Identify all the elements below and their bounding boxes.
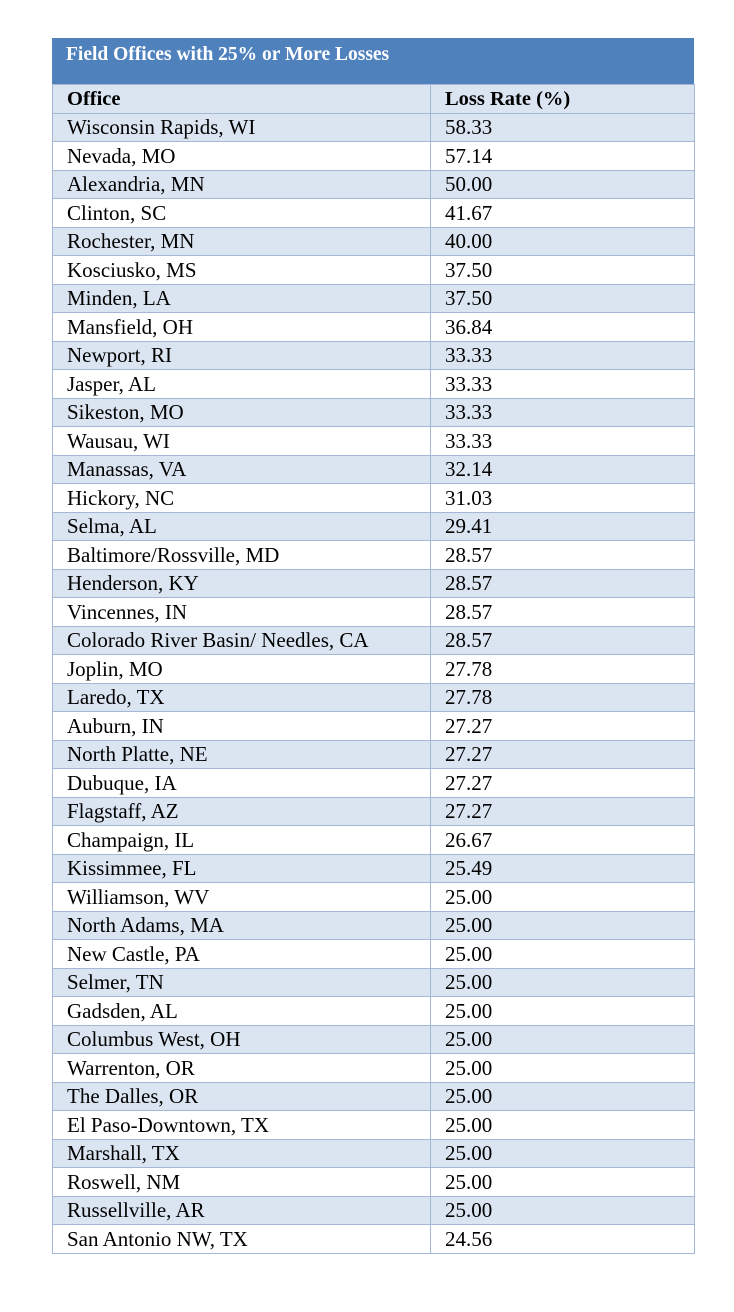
office-cell: Champaign, IL [53,826,431,855]
table-row [53,341,695,370]
loss-rate-cell: 25.00 [431,1054,695,1083]
office-cell: Vincennes, IN [53,598,431,627]
column-header-loss-rate: Loss Rate (%) [431,85,695,114]
table-row [53,199,695,228]
table-row [53,940,695,969]
loss-rate-cell: 25.00 [431,968,695,997]
loss-rate-cell: 28.57 [431,569,695,598]
office-cell: Wausau, WI [53,427,431,456]
table-row [53,170,695,199]
loss-rate-cell: 25.00 [431,997,695,1026]
table-row [53,968,695,997]
table-row [53,227,695,256]
office-cell: Minden, LA [53,284,431,313]
office-cell: New Castle, PA [53,940,431,969]
office-cell: Newport, RI [53,341,431,370]
office-cell: Selma, AL [53,512,431,541]
table-row [53,313,695,342]
column-header-office: Office [53,85,431,114]
office-cell: Henderson, KY [53,569,431,598]
loss-rate-cell: 29.41 [431,512,695,541]
loss-rate-cell: 27.27 [431,740,695,769]
loss-rate-cell: 27.27 [431,797,695,826]
loss-rate-cell: 31.03 [431,484,695,513]
loss-rate-cell: 25.00 [431,883,695,912]
office-cell: Mansfield, OH [53,313,431,342]
loss-rate-cell: 28.57 [431,626,695,655]
loss-rate-cell: 50.00 [431,170,695,199]
office-cell: Colorado River Basin/ Needles, CA [53,626,431,655]
loss-rate-cell: 33.33 [431,341,695,370]
table-row [53,911,695,940]
table-row [53,712,695,741]
office-cell: Jasper, AL [53,370,431,399]
loss-rate-cell: 27.78 [431,655,695,684]
office-cell: San Antonio NW, TX [53,1225,431,1254]
loss-rate-cell: 28.57 [431,598,695,627]
loss-rate-cell: 27.27 [431,769,695,798]
table-row [53,626,695,655]
loss-rate-cell: 24.56 [431,1225,695,1254]
loss-rate-cell: 25.00 [431,1025,695,1054]
table-row [53,997,695,1026]
table-row [53,854,695,883]
office-cell: Dubuque, IA [53,769,431,798]
loss-rate-cell: 27.27 [431,712,695,741]
table-row [53,883,695,912]
table-row [53,484,695,513]
table-row [53,398,695,427]
table-row [53,826,695,855]
table-row [53,683,695,712]
office-cell: Auburn, IN [53,712,431,741]
loss-rate-cell: 37.50 [431,256,695,285]
office-cell: Marshall, TX [53,1139,431,1168]
office-cell: Russellville, AR [53,1196,431,1225]
data-table [52,84,695,1254]
table-title: Field Offices with 25% or More Losses [52,38,694,84]
loss-rate-cell: 41.67 [431,199,695,228]
loss-rate-cell: 25.49 [431,854,695,883]
loss-rate-cell: 27.78 [431,683,695,712]
office-cell: Alexandria, MN [53,170,431,199]
table-row [53,142,695,171]
loss-rate-cell: 32.14 [431,455,695,484]
table-row [53,284,695,313]
loss-rate-cell: 33.33 [431,370,695,399]
office-cell: North Adams, MA [53,911,431,940]
office-cell: Manassas, VA [53,455,431,484]
office-cell: Nevada, MO [53,142,431,171]
loss-rate-cell: 28.57 [431,541,695,570]
table-row [53,655,695,684]
office-cell: The Dalles, OR [53,1082,431,1111]
header-row [53,85,695,114]
office-cell: Baltimore/Rossville, MD [53,541,431,570]
loss-rate-cell: 26.67 [431,826,695,855]
table-row [53,740,695,769]
table-row [53,769,695,798]
table-body [53,113,695,1253]
loss-rate-cell: 57.14 [431,142,695,171]
table-row [53,1111,695,1140]
table-row [53,1139,695,1168]
loss-rate-cell: 33.33 [431,427,695,456]
table-row [53,512,695,541]
loss-rate-cell: 25.00 [431,911,695,940]
office-cell: Wisconsin Rapids, WI [53,113,431,142]
table-row [53,1196,695,1225]
loss-rate-cell: 58.33 [431,113,695,142]
loss-rate-cell: 25.00 [431,1082,695,1111]
office-cell: Kissimmee, FL [53,854,431,883]
loss-rate-cell: 40.00 [431,227,695,256]
office-cell: Columbus West, OH [53,1025,431,1054]
table-row [53,370,695,399]
loss-table [52,38,694,1254]
loss-rate-cell: 25.00 [431,1196,695,1225]
loss-rate-cell: 33.33 [431,398,695,427]
loss-rate-cell: 25.00 [431,1168,695,1197]
table-row [53,256,695,285]
table-row [53,455,695,484]
table-row [53,1025,695,1054]
loss-rate-cell: 36.84 [431,313,695,342]
loss-rate-cell: 25.00 [431,940,695,969]
table-row [53,541,695,570]
office-cell: Selmer, TN [53,968,431,997]
office-cell: Gadsden, AL [53,997,431,1026]
office-cell: Hickory, NC [53,484,431,513]
loss-rate-cell: 25.00 [431,1139,695,1168]
office-cell: Roswell, NM [53,1168,431,1197]
loss-rate-cell: 37.50 [431,284,695,313]
office-cell: Sikeston, MO [53,398,431,427]
office-cell: Rochester, MN [53,227,431,256]
table-row [53,797,695,826]
office-cell: El Paso-Downtown, TX [53,1111,431,1140]
office-cell: Clinton, SC [53,199,431,228]
office-cell: Joplin, MO [53,655,431,684]
office-cell: Kosciusko, MS [53,256,431,285]
table-row [53,598,695,627]
table-row [53,1082,695,1111]
table-row [53,569,695,598]
office-cell: North Platte, NE [53,740,431,769]
table-row [53,427,695,456]
loss-rate-cell: 25.00 [431,1111,695,1140]
table-row [53,113,695,142]
table-row [53,1054,695,1083]
table-row [53,1225,695,1254]
office-cell: Laredo, TX [53,683,431,712]
table-row [53,1168,695,1197]
office-cell: Flagstaff, AZ [53,797,431,826]
office-cell: Williamson, WV [53,883,431,912]
office-cell: Warrenton, OR [53,1054,431,1083]
